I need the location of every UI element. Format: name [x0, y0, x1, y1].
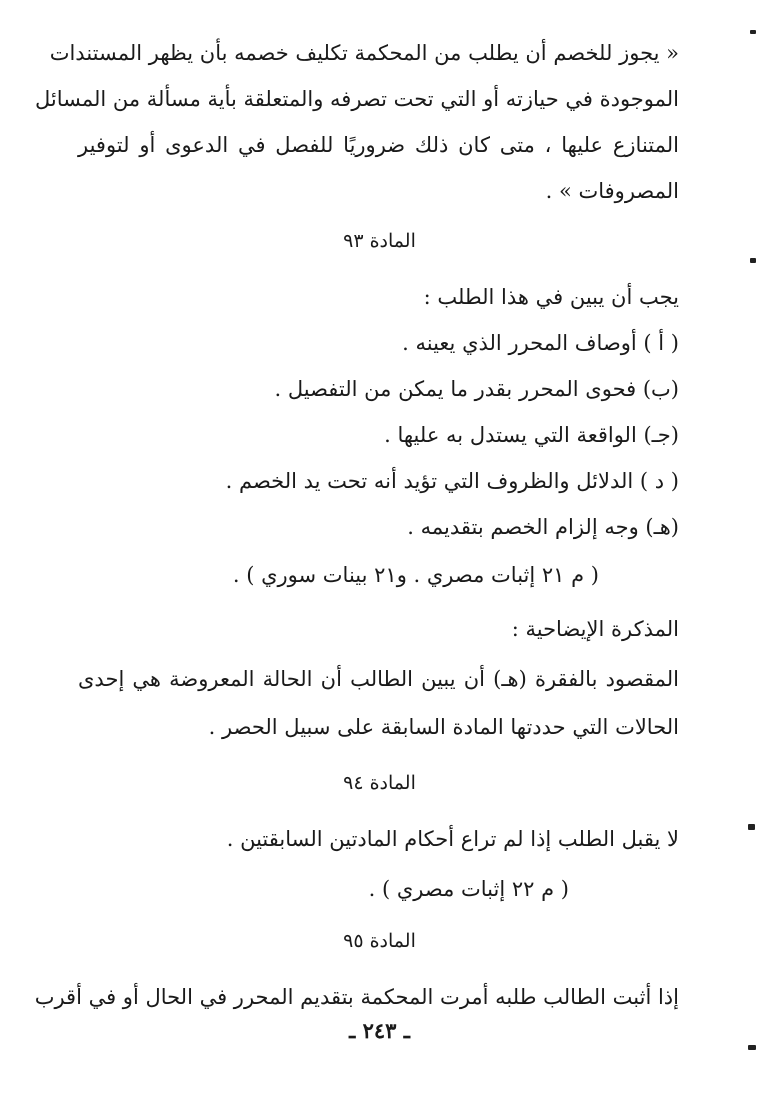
- list-item: (هـ) وجه إلزام الخصم بتقديمه .: [407, 515, 679, 539]
- list-item: (ب) فحوى المحرر بقدر ما يمكن من التفصيل .: [274, 377, 679, 401]
- paragraph-line: الموجودة في حيازته أو التي تحت تصرفه والمتعلقة بأية مسألة من المسائل: [34, 87, 679, 111]
- article-heading: المادة ٩٤: [343, 772, 416, 794]
- article-heading: المادة ٩٥: [343, 930, 416, 952]
- article-text: إذا أثبت الطالب طلبه أمرت المحكمة بتقديم المحرر في الحال أو في أقرب: [34, 985, 679, 1009]
- article-reference: ( م ٢٢ إثبات مصري ) .: [368, 877, 569, 901]
- scan-mark: [750, 30, 756, 34]
- memo-heading: المذكرة الإيضاحية :: [511, 617, 679, 641]
- list-item: (جـ) الواقعة التي يستدل به عليها .: [384, 423, 679, 447]
- paragraph-line: « يجوز للخصم أن يطلب من المحكمة تكليف خصمه بأن يظهر المستندات: [49, 41, 679, 65]
- page-number: ـ ٢٤٣ ـ: [349, 1018, 410, 1043]
- memo-line: المقصود بالفقرة (هـ) أن يبين الطالب أن الحالة المعروضة هي إحدى: [78, 667, 679, 691]
- list-item: ( أ ) أوصاف المحرر الذي يعينه .: [402, 331, 679, 355]
- article-heading: المادة ٩٣: [343, 230, 416, 252]
- list-item: ( د ) الدلائل والظروف التي تؤيد أنه تحت يد الخصم .: [225, 469, 679, 493]
- paragraph-line: المتنازع عليها ، متى كان ذلك ضروريًا للفصل في الدعوى أو لتوفير: [78, 133, 679, 157]
- article-intro: يجب أن يبين في هذا الطلب :: [423, 285, 679, 309]
- paragraph-line: المصروفات » .: [545, 179, 679, 203]
- article-text: لا يقبل الطلب إذا لم تراع أحكام المادتين السابقتين .: [226, 827, 679, 851]
- scan-mark: [750, 258, 756, 263]
- scan-mark: [748, 824, 755, 830]
- article-reference: ( م ٢١ إثبات مصري . و٢١ بينات سوري ) .: [232, 563, 599, 587]
- memo-line: الحالات التي حددتها المادة السابقة على سبيل الحصر .: [208, 715, 679, 739]
- scan-mark: [748, 1045, 756, 1050]
